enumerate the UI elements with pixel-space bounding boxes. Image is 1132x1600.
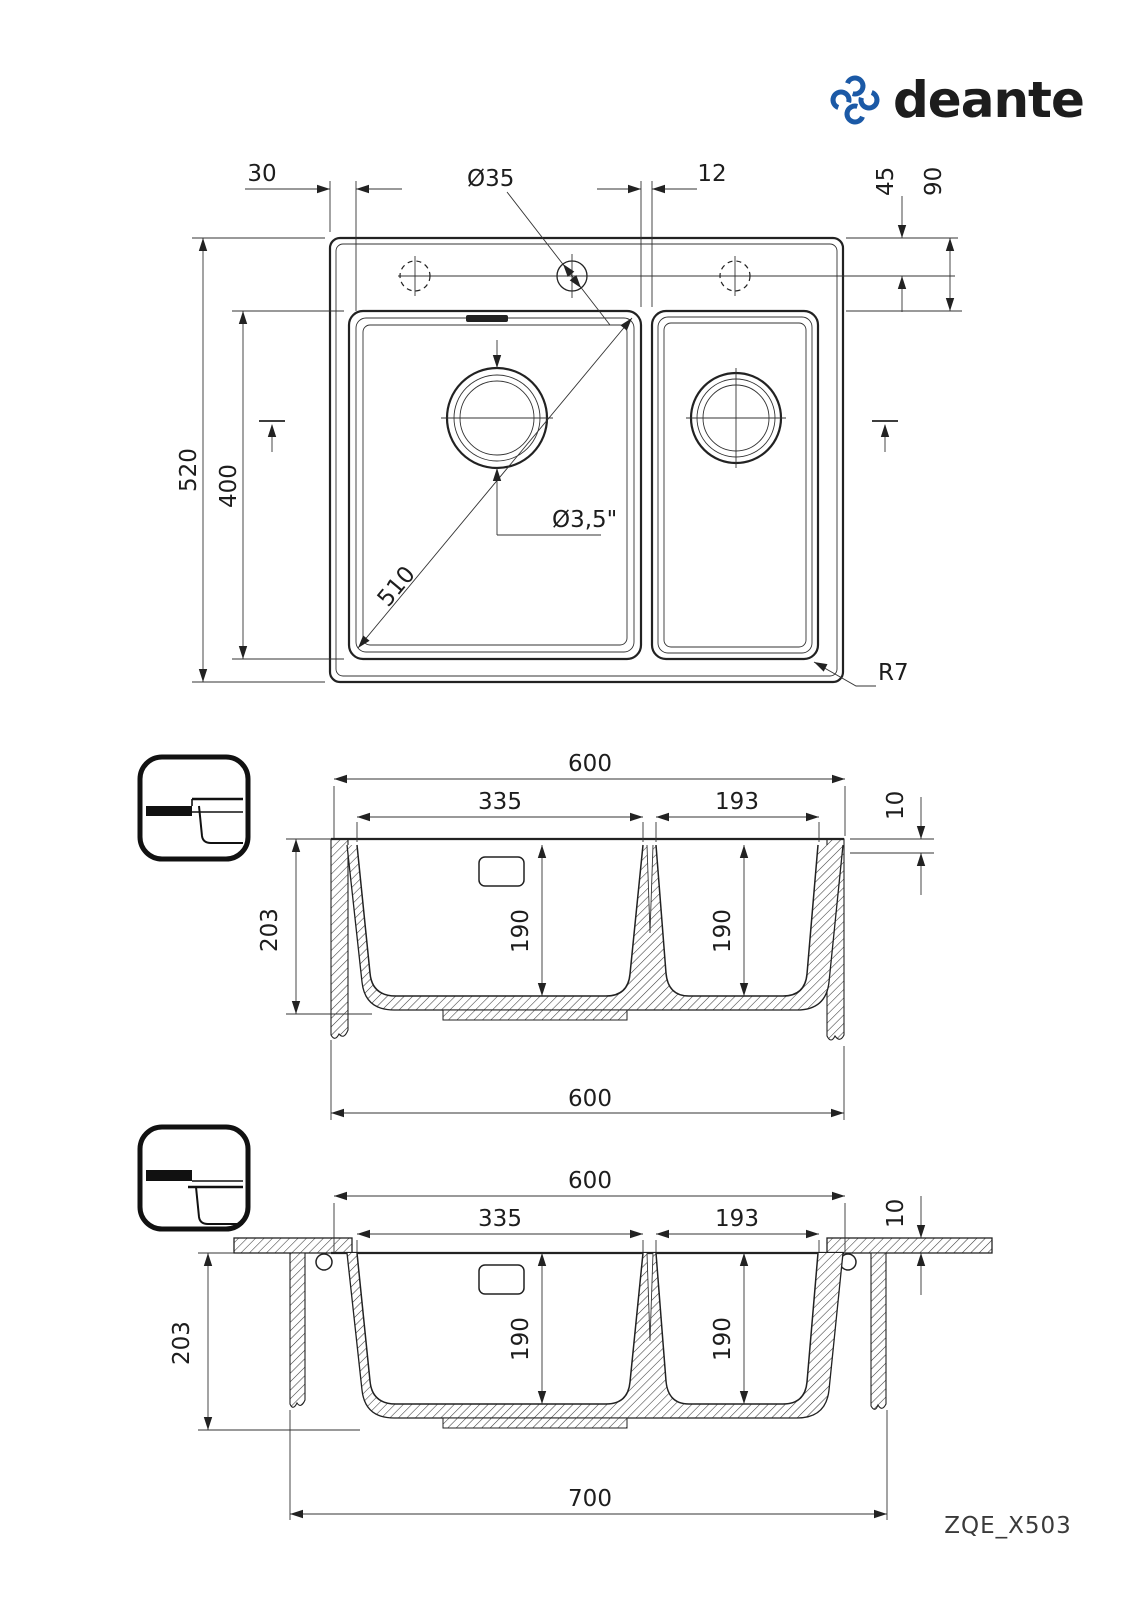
dim-510 [355,315,635,650]
dim-10-inset [850,791,934,895]
dim-600-top-inset [334,751,845,838]
mounting-clip-left [316,1254,332,1270]
dim-335-inset [357,789,643,842]
svg-text:90: 90 [921,166,947,196]
bottom-step [443,1418,627,1428]
section-inset-mount [140,751,934,1120]
brand-logo [831,71,1084,129]
svg-text:400: 400 [216,464,242,508]
main-drain [441,368,553,468]
small-bowl-plan [652,311,818,659]
svg-text:335: 335 [478,1206,522,1232]
dim-600-bottom-inset [331,1040,844,1120]
svg-text:700: 700 [568,1486,612,1512]
bottom-step [443,1010,627,1020]
dim-193-inset [656,789,819,842]
svg-text:10: 10 [883,790,909,820]
drawing-code: ZQE_X503 [944,1513,1072,1539]
dim-600-top-flush [334,1168,845,1252]
svg-text:203: 203 [257,908,283,952]
plan-view [176,161,962,686]
svg-text:520: 520 [176,448,202,492]
dim-tap-hole [467,166,610,325]
dim-400 [216,311,344,659]
dim-190-left-flush [508,1253,546,1404]
section-flush-mount [140,1127,992,1520]
svg-text:Ø35: Ø35 [467,166,515,192]
brand-wordmark: deante [893,71,1084,129]
svg-text:203: 203 [169,1321,195,1365]
cabinet-panel-right [871,1253,886,1409]
svg-text:30: 30 [247,161,277,187]
svg-text:600: 600 [568,751,612,777]
sink-outline [330,238,843,682]
sink-section-walls [347,845,843,1010]
svg-text:600: 600 [568,1168,612,1194]
datum-marker-right [872,421,898,452]
dim-12 [597,161,727,307]
sink-section-walls [347,1253,843,1418]
dim-90 [846,167,962,311]
dim-190-right-flush [710,1253,748,1404]
svg-text:510: 510 [372,561,421,612]
svg-text:335: 335 [478,789,522,815]
cabinet-panel-left [290,1253,305,1407]
svg-text:Ø3,5": Ø3,5" [552,507,618,533]
svg-text:10: 10 [883,1198,909,1228]
left-skirt [331,839,348,1038]
dim-190-right-inset [710,845,748,996]
flush-mount-icon [140,1127,248,1229]
icon-counter-cut [146,806,192,816]
dim-520 [176,238,325,682]
dim-193-flush [656,1206,819,1252]
icon-counter-cut [146,1170,192,1181]
small-drain [686,368,786,468]
dim-203-flush [169,1253,360,1430]
dim-190-left-inset [508,845,546,996]
svg-text:190: 190 [710,1317,736,1361]
overflow-slot [466,315,508,322]
svg-text:R7: R7 [878,660,909,686]
dim-335-flush [357,1206,643,1252]
sink-outline-inner [336,244,837,676]
svg-text:193: 193 [715,1206,759,1232]
svg-text:190: 190 [508,1317,534,1361]
svg-text:45: 45 [873,166,899,196]
countertop-right [827,1238,992,1253]
overflow-opening [479,857,524,886]
svg-text:600: 600 [568,1086,612,1112]
dim-30 [245,161,402,311]
overflow-opening [479,1265,524,1294]
brand-pinwheel-icon [831,76,880,125]
svg-text:190: 190 [710,909,736,953]
svg-text:190: 190 [508,909,534,953]
svg-text:12: 12 [697,161,727,187]
inset-mount-icon [140,757,248,859]
svg-text:193: 193 [715,789,759,815]
datum-marker-left [259,421,285,452]
